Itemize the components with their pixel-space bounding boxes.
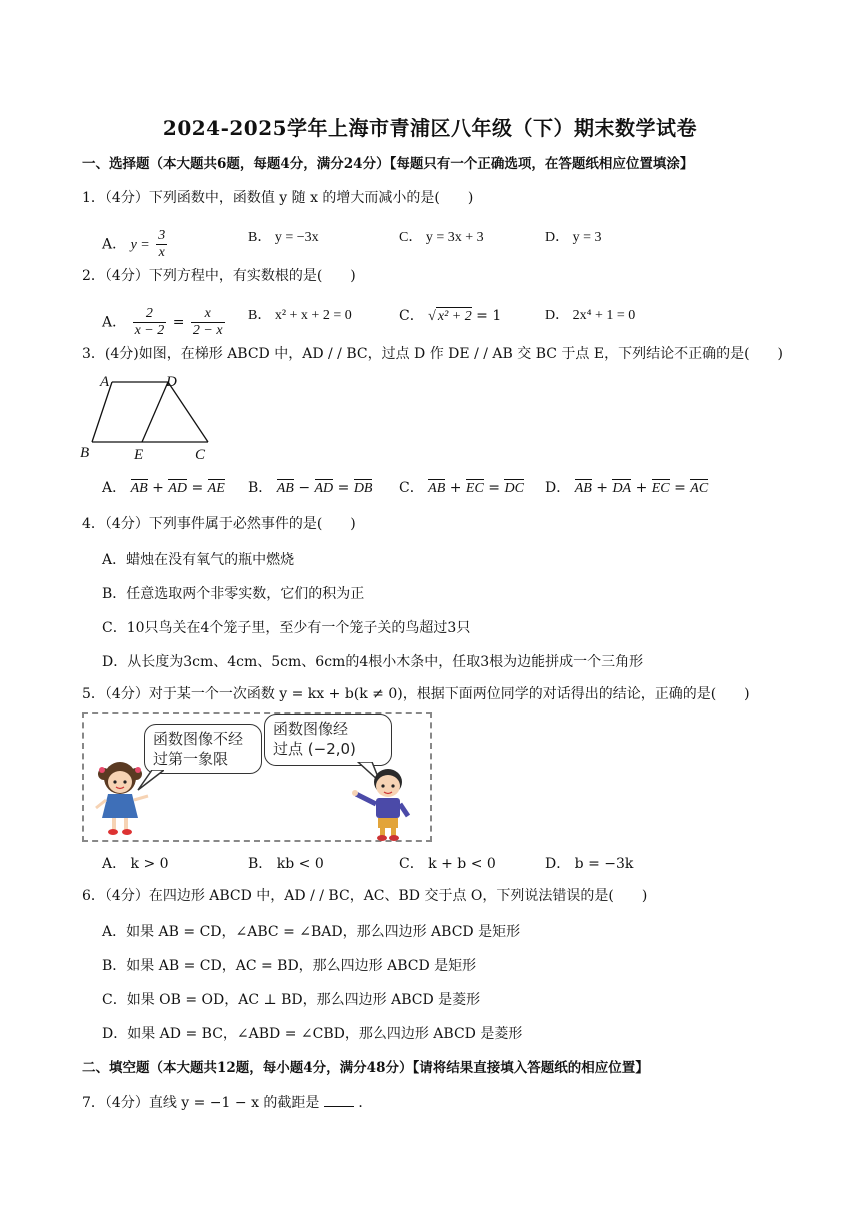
- question-5-option-c: C． k + b < 0: [399, 856, 496, 872]
- segment-dc: [168, 382, 208, 442]
- speech-bubble-left: 函数图像不经 过第一象限: [144, 724, 262, 774]
- segment-ab: [92, 382, 112, 442]
- question-3-option-a: A． AB + AD = AE: [102, 480, 225, 496]
- question-1-option-b: B． y = −3x: [248, 230, 319, 245]
- question-2-option-d: D． 2x⁴ + 1 = 0: [545, 308, 636, 323]
- question-3-option-b: B． AB − AD = DB: [248, 480, 373, 496]
- label-d: D: [166, 374, 177, 390]
- question-3-option-d: D． AB + DA + EC = AC: [545, 480, 709, 496]
- question-4-option-d: D．从长度为3cm、4cm、5cm、6cm的4根小木条中，任取3根为边能拼成一个三角形: [102, 654, 644, 670]
- section-fill-header: 二、填空题（本大题共12题，每小题4分，满分48分）【请将结果直接填入答题纸的相应位置】: [82, 1060, 649, 1076]
- section-choice-header: 一、选择题（本大题共6题，每题4分，满分24分）【每题只有一个正确选项，在答题纸相应位置填涂】: [82, 156, 694, 172]
- question-6-option-d: D．如果 AD = BC，∠ABD = ∠CBD，那么四边形 ABCD 是菱形: [102, 1026, 523, 1042]
- question-4-option-b: B．任意选取两个非零实数，它们的积为正: [102, 586, 365, 602]
- fraction: $\frac{2}{x - 2}$: [134, 306, 165, 338]
- question-4-stem: 4．（4分）下列事件属于必然事件的是( ): [82, 516, 356, 532]
- question-4-option-a: A．蜡烛在没有氧气的瓶中燃烧: [102, 552, 295, 568]
- question-5-stem: 5．（4分）对于某一个一次函数 y = kx + b(k ≠ 0)，根据下面两位同学的对话得出的结论，正确的是( ): [82, 686, 750, 702]
- question-6-stem: 6．（4分）在四边形 ABCD 中，AD / / BC，AC、BD 交于点 O，下列说法错误的是( ): [82, 888, 648, 904]
- question-1-option-a: A． y = $\frac{3}{x}$: [102, 228, 166, 260]
- question-2-option-b: B． x² + x + 2 = 0: [248, 308, 352, 323]
- question-1-option-c: C． y = 3x + 3: [399, 230, 484, 245]
- answer-blank: [324, 1092, 354, 1107]
- question-7-stem: 7．（4分）直线 y = −1 − x 的截距是 ．: [82, 1092, 372, 1113]
- question-5-option-d: D． b = −3k: [545, 856, 634, 872]
- question-5-option-b: B． kb < 0: [248, 856, 324, 872]
- fraction: $\frac{3}{x}$: [158, 228, 166, 260]
- question-3-option-c: C． AB + EC = DC: [399, 480, 524, 496]
- question-2-option-a: A． $\frac{2}{x - 2}$ = $\frac{x}{2 - x}$: [102, 306, 223, 338]
- question-3-stem: 3．(4分)如图，在梯形 ABCD 中，AD / / BC，过点 D 作 DE / / AB 交 BC 于点 E，下列结论不正确的是( ): [82, 346, 784, 362]
- question-4-option-c: C．10只鸟关在4个笼子里，至少有一个笼子关的鸟超过3只: [102, 620, 471, 636]
- question-6-option-c: C．如果 OB = OD，AC ⊥ BD，那么四边形 ABCD 是菱形: [102, 992, 481, 1008]
- question-6-option-b: B．如果 AB = CD，AC = BD，那么四边形 ABCD 是矩形: [102, 958, 477, 974]
- dialogue-illustration: [82, 712, 432, 842]
- fraction: $\frac{x}{2 - x}$: [192, 306, 223, 338]
- girl-cartoon-icon: [90, 756, 150, 838]
- question-2-option-c: C． √ x² + 2 = 1: [399, 308, 502, 324]
- speech-bubble-right: 函数图像经 过点 (−2,0): [264, 714, 392, 766]
- question-5-option-a: A． k > 0: [102, 856, 169, 872]
- trapezoid-figure: [80, 372, 220, 462]
- question-2-stem: 2．（4分）下列方程中，有实数根的是( ): [82, 268, 356, 284]
- boy-cartoon-icon: [352, 764, 416, 842]
- question-1-stem: 1．（4分）下列函数中，函数值 y 随 x 的增大而减小的是( ): [82, 190, 474, 206]
- label-a: A: [100, 374, 110, 390]
- question-6-option-a: A．如果 AB = CD，∠ABC = ∠BAD，那么四边形 ABCD 是矩形: [102, 924, 521, 940]
- page-title: 2024-2025学年上海市青浦区八年级（下）期末数学试卷: [162, 116, 698, 140]
- label-e: E: [134, 447, 144, 462]
- label-b: B: [80, 445, 90, 461]
- segment-de: [142, 382, 168, 442]
- label-c: C: [195, 447, 206, 462]
- question-1-option-d: D． y = 3: [545, 230, 602, 245]
